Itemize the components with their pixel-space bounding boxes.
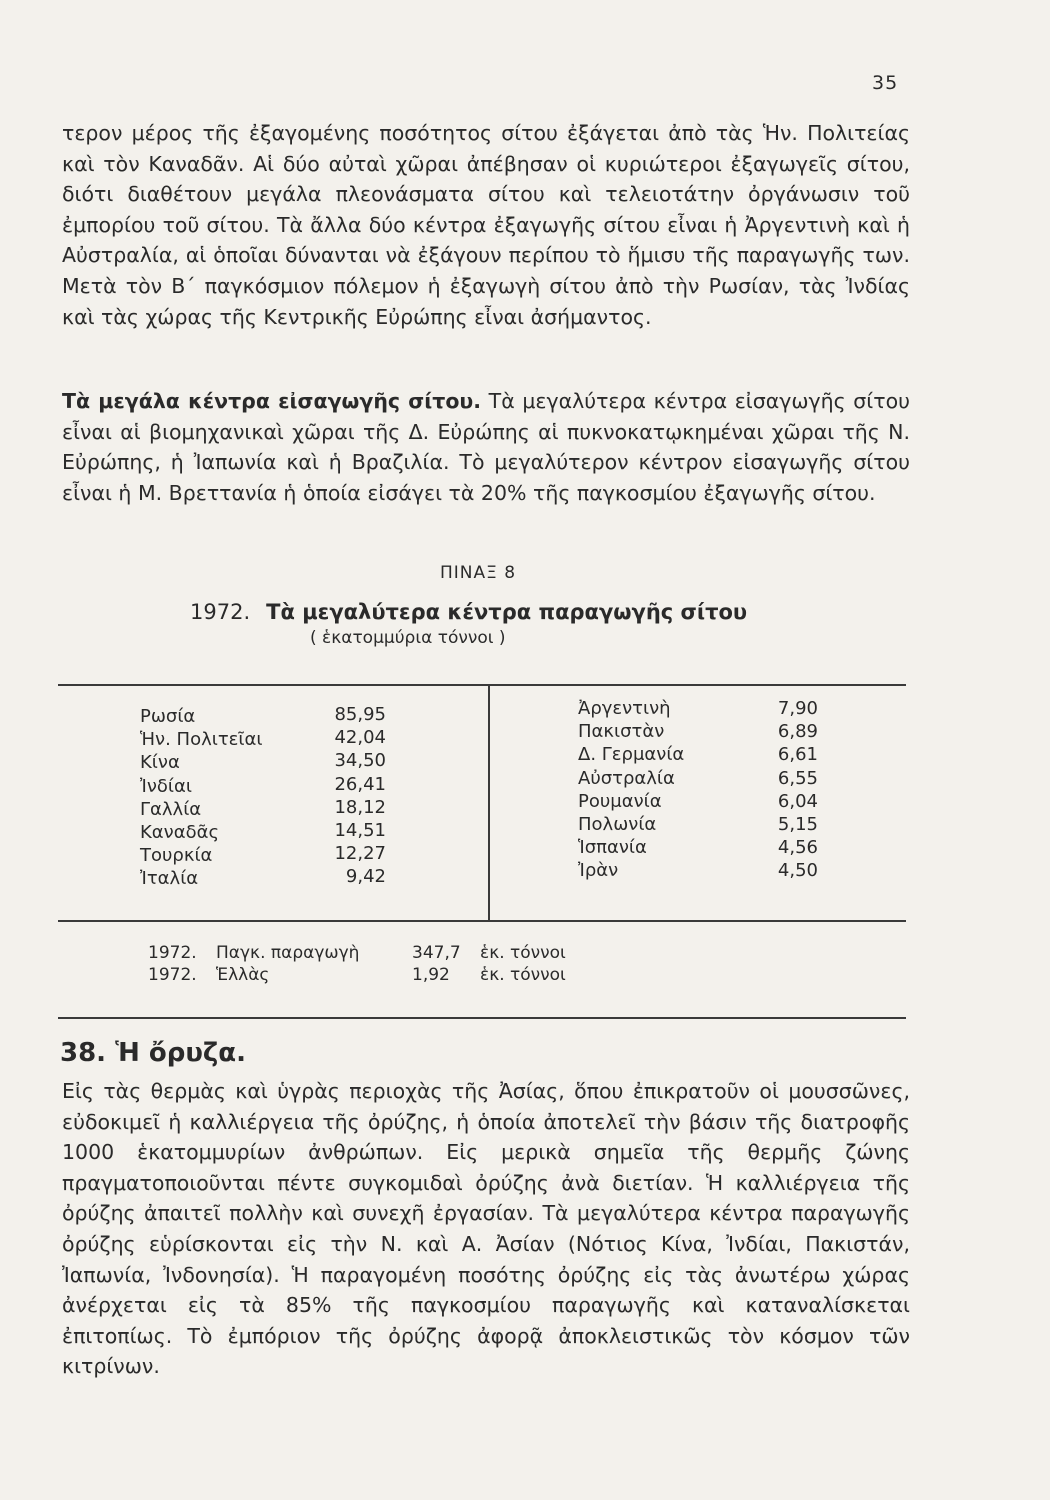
table-subtitle: ( ἑκατομμύρια τόννοι ) <box>310 628 506 648</box>
country-cell: Ρουμανία <box>578 790 662 812</box>
right-value-column <box>748 697 818 883</box>
paragraph-wheat-imports <box>62 386 910 508</box>
value-cell: 26,41 <box>334 773 386 795</box>
table-title-text: Τὰ μεγαλύτερα κέντρα παραγωγῆς σίτου <box>266 600 748 624</box>
country-cell: Ρωσία <box>140 706 196 727</box>
totals-value: 1,92 <box>412 965 450 985</box>
table-bottom-rule <box>58 1017 906 1019</box>
table-middle-rule <box>58 920 906 922</box>
value-cell: 4,50 <box>777 860 818 882</box>
totals-label: Παγκ. παραγωγὴ <box>216 943 360 963</box>
country-cell: Τουρκία <box>140 845 213 867</box>
right-country-column <box>578 697 684 883</box>
value-cell: 85,95 <box>334 704 386 725</box>
country-cell: Ἱσπανία <box>578 837 647 859</box>
country-cell: Πακιστὰν <box>578 721 665 743</box>
value-cell: 4,56 <box>777 837 818 859</box>
paragraph-body: Τὰ μεγαλύτερα κέντρα εἰσαγωγῆς σίτου εἶναι αἱ βιομηχανικαὶ χῶραι τῆς Δ. Εὐρώπης αἱ πυκνοκατῳκημέναι χῶραι τῆς Ν. Εὐρώπης, ἡ Ἰαπωνία καὶ ἡ Βραζιλία. Τὸ μεγαλύτερον κέντρον εἰσαγωγῆς σίτου εἶναι ἡ Μ. Βρεττανία ἡ ὁποία εἰσάγει τὰ 20% τῆς παγκοσμίου ἐξαγωγῆς σίτου. <box>62 389 910 505</box>
country-cell: Ἰταλία <box>140 868 199 890</box>
country-cell: Κίνα <box>140 752 180 774</box>
totals-label: Ἑλλὰς <box>216 965 270 985</box>
value-cell: 12,27 <box>334 843 386 865</box>
section-heading: 38. Ἡ ὄρυζα. <box>60 1038 247 1068</box>
totals-row <box>148 964 668 986</box>
left-value-column <box>316 703 386 889</box>
value-cell: 9,42 <box>345 866 386 888</box>
paragraph-wheat-exports: τερον μέρος τῆς ἐξαγομένης ποσότητος σίτου ἐξάγεται ἀπὸ τὰς Ἡν. Πολιτείας καὶ τὸν Καναδᾶν. Αἱ δύο αὐταὶ χῶραι ἀπέβησαν οἱ κυριώτεροι ἐξαγωγεῖς σίτου, διότι διαθέτουν μεγάλα πλεονάσματα σίτου καὶ τελειοτάτην ὀργάνωσιν τοῦ ἐμπορίου τοῦ σίτου. Τὰ ἄλλα δύο κέντρα ἐξαγωγῆς σίτου εἶναι ἡ Ἀργεντινὴ καὶ ἡ Αὐστραλία, αἱ ὁποῖαι δύνανται νὰ ἐξάγουν περίπου τὸ ἥμισυ τῆς παραγωγῆς των. Μετὰ τὸν Β΄ παγκόσμιον πόλεμον ἡ ἐξαγωγὴ σίτου ἀπὸ τὴν Ρωσίαν, τὰς Ἰνδίας καὶ τὰς χώρας τῆς Κεντρικῆς Εὐρώπης εἶναι ἀσήμαντος. <box>62 121 910 329</box>
value-cell: 42,04 <box>334 727 386 749</box>
table-column-divider <box>488 684 490 920</box>
table-year: 1972. <box>190 600 251 624</box>
totals-row <box>148 942 668 964</box>
country-cell: Γαλλία <box>140 798 202 820</box>
country-cell: Πολωνία <box>578 814 657 836</box>
table-caption: ΠΙΝΑΞ 8 <box>440 563 517 583</box>
totals-year: 1972. <box>148 943 197 963</box>
country-cell: Αὐστραλία <box>578 767 675 789</box>
table-title <box>190 600 747 624</box>
country-cell: Ἰνδίαι <box>140 775 192 797</box>
value-cell: 18,12 <box>334 796 386 818</box>
country-cell: Καναδᾶς <box>140 822 220 844</box>
value-cell: 6,04 <box>777 790 818 812</box>
value-cell: 6,89 <box>777 721 818 743</box>
paragraph-rice: Εἰς τὰς θερμὰς καὶ ὑγρὰς περιοχὰς τῆς Ἀσίας, ὅπου ἐπικρατοῦν οἱ μουσσῶνες, εὐδοκιμεῖ ἡ καλλιέργεια τῆς ὀρύζης, ἡ ὁποία ἀποτελεῖ τὴν βάσιν τῆς διατροφῆς 1000 ἑκατομμυρίων ἀνθρώπων. Εἰς μερικὰ σημεῖα τῆς θερμῆς ζώνης πραγματοποιοῦνται πέντε συγκομιδαὶ ὀρύζης ἀνὰ διετίαν. Ἡ καλλιέργεια τῆς ὀρύζης ἀπαιτεῖ πολλὴν καὶ συνεχῆ ἐργασίαν. Τὰ μεγαλύτερα κέντρα παραγωγῆς ὀρύζης εὑρίσκονται εἰς τὴν Ν. καὶ Α. Ἀσίαν (Νότιος Κίνα, Ἰνδίαι, Πακιστάν, Ἰαπωνία, Ἰνδονησία). Ἡ παραγομένη ποσότης ὀρύζης εἰς τὰς ἀνωτέρω χώρας ἀνέρχεται εἰς τὰ 85% τῆς παγκοσμίου παραγωγῆς καὶ καταναλίσκεται ἐπιτοπίως. Τὸ ἐμπόριον τῆς ὀρύζης ἀφορᾷ ἀποκλειστικῶς τὸν κόσμον τῶν κιτρίνων. <box>62 1079 910 1379</box>
value-cell: 14,51 <box>334 820 386 842</box>
value-cell: 6,61 <box>777 744 818 766</box>
left-country-column <box>140 705 262 891</box>
totals-unit: ἑκ. τόννοι <box>480 943 566 963</box>
country-cell: Ἡν. Πολιτεῖαι <box>140 729 263 751</box>
paragraph-heading: Τὰ μεγάλα κέντρα εἰσαγωγῆς σίτου. <box>62 389 482 413</box>
value-cell: 7,90 <box>777 698 818 719</box>
totals-block <box>148 942 668 986</box>
page-number: 35 <box>872 72 899 94</box>
totals-year: 1972. <box>148 965 197 985</box>
country-cell: Ἰρὰν <box>578 860 619 882</box>
country-cell: Ἀργεντινὴ <box>578 698 671 719</box>
value-cell: 6,55 <box>777 767 818 789</box>
value-cell: 34,50 <box>334 750 386 772</box>
value-cell: 5,15 <box>777 814 818 836</box>
country-cell: Δ. Γερμανία <box>578 744 685 766</box>
table-top-rule <box>58 684 906 686</box>
totals-value: 347,7 <box>412 943 461 963</box>
totals-unit: ἑκ. τόννοι <box>480 965 566 985</box>
